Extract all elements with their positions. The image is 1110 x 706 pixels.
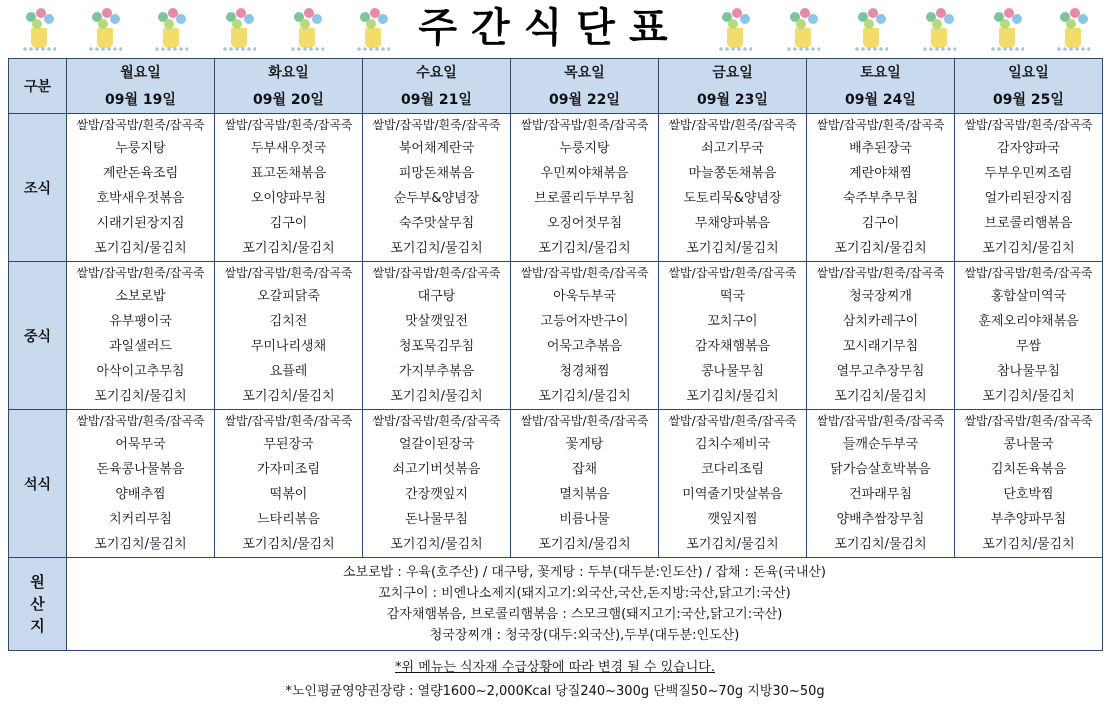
menu-item: 포기김치/물김치: [982, 537, 1075, 552]
day-name: 월요일: [120, 65, 161, 81]
menu-item: 오이양파무침: [250, 191, 327, 206]
menu-item: 포기김치/물김치: [834, 537, 927, 552]
menu-item: 삼치카레구이: [842, 314, 919, 329]
menu-item: 잡채: [571, 462, 598, 477]
day-name: 토요일: [860, 65, 901, 81]
menu-item: 브로콜리두부무침: [534, 191, 635, 206]
menu-item: 마늘쫑돈채볶음: [688, 166, 777, 181]
origin-label-char: 원: [30, 573, 45, 591]
menu-item: 쌀밥/잡곡밥/흰죽/잡곡죽: [372, 266, 501, 280]
menu-item: 표고돈채볶음: [250, 166, 327, 181]
nutrition-recommendation: *노인평균영양권장량 : 열량1600~2,000Kcal 당질240~300g 단백질50~70g 지방30~50g: [285, 684, 825, 699]
menu-item: 어묵고추볶음: [546, 339, 623, 354]
flower-pot-icon: [718, 6, 752, 50]
menu-item: 북어채계란국: [398, 141, 475, 156]
menu-item: 들깨순두부국: [842, 437, 919, 452]
menu-item: 쌀밥/잡곡밥/흰죽/잡곡죽: [816, 118, 945, 132]
menu-item: 감자채햄볶음: [694, 339, 771, 354]
menu-cell: [67, 114, 215, 262]
menu-item: 포기김치/물김치: [834, 241, 927, 256]
day-header: [659, 59, 807, 114]
flower-pot-icon: [854, 6, 888, 50]
menu-item: 포기김치/물김치: [390, 389, 483, 404]
menu-item: 쇠고기버섯볶음: [392, 462, 481, 477]
menu-item: 콩나물무침: [701, 364, 764, 379]
menu-item: 감자양파국: [997, 141, 1060, 156]
day-header: [215, 59, 363, 114]
menu-item: 청경채찜: [559, 364, 610, 379]
day-date: 09월 20일: [253, 92, 324, 108]
page-title: 주간식단표: [418, 5, 682, 51]
menu-item: 포기김치/물김치: [538, 389, 631, 404]
menu-cell: [215, 410, 363, 558]
menu-cell: [67, 262, 215, 410]
menu-item: 돈육콩나물볶음: [96, 462, 185, 477]
meal-row: [9, 114, 1103, 262]
menu-cell: [659, 410, 807, 558]
flower-pot-icon: [154, 6, 188, 50]
origin-line: 꼬치구이 : 비엔나소제지(돼지고기:외국산,국산,돈지방:국산,닭고기:국산): [378, 586, 791, 601]
menu-cell: [215, 114, 363, 262]
menu-item: 건파래무침: [849, 487, 912, 502]
menu-item: 과일샐러드: [109, 339, 172, 354]
menu-item: 쌀밥/잡곡밥/흰죽/잡곡죽: [964, 118, 1093, 132]
menu-item: 김구이: [269, 216, 308, 231]
menu-item: 포기김치/물김치: [94, 537, 187, 552]
day-date: 09월 21일: [401, 92, 472, 108]
menu-item: 김치돈육볶음: [990, 462, 1067, 477]
menu-item: 어묵무국: [115, 437, 166, 452]
menu-item: 포기김치/물김치: [538, 537, 631, 552]
menu-cell: [363, 114, 511, 262]
menu-item: 부추양파무침: [990, 512, 1067, 527]
menu-cell: [363, 410, 511, 558]
flower-pot-icon: [786, 6, 820, 50]
menu-item: 무된장국: [263, 437, 314, 452]
menu-item: 우민찌야채볶음: [540, 166, 629, 181]
menu-cell: [955, 262, 1103, 410]
origin-info: [67, 558, 1103, 651]
menu-item: 열무고추장무침: [836, 364, 925, 379]
day-date: 09월 25일: [993, 92, 1064, 108]
menu-item: 호박새우젓볶음: [96, 191, 185, 206]
menu-item: 포기김치/물김치: [834, 389, 927, 404]
menu-item: 대구탕: [417, 289, 456, 304]
menu-item: 포기김치/물김치: [538, 241, 631, 256]
origin-label: [9, 558, 67, 651]
menu-item: 포기김치/물김치: [390, 241, 483, 256]
header-row: [9, 59, 1103, 114]
menu-item: 간장깻잎지: [405, 487, 468, 502]
menu-item: 멸치볶음: [559, 487, 610, 502]
menu-item: 꼬치구이: [707, 314, 758, 329]
menu-item: 청국장찌개: [849, 289, 912, 304]
menu-cell: [807, 114, 955, 262]
flower-pot-icon: [990, 6, 1024, 50]
menu-item: 숙주맛살무침: [398, 216, 475, 231]
menu-item: 쌀밥/잡곡밥/흰죽/잡곡죽: [224, 118, 353, 132]
menu-item: 포기김치/물김치: [686, 241, 779, 256]
flower-pot-icon: [290, 6, 324, 50]
menu-item: 느타리볶음: [257, 512, 320, 527]
menu-item: 양배추쌈장무침: [836, 512, 925, 527]
menu-item: 소보로밥: [115, 289, 166, 304]
menu-item: 쌀밥/잡곡밥/흰죽/잡곡죽: [76, 118, 205, 132]
menu-item: 참나물무침: [997, 364, 1060, 379]
meal-rows: [9, 114, 1103, 558]
meal-row: [9, 262, 1103, 410]
menu-item: 쌀밥/잡곡밥/흰죽/잡곡죽: [668, 118, 797, 132]
menu-item: 쌀밥/잡곡밥/흰죽/잡곡죽: [76, 266, 205, 280]
menu-item: 시래기된장지짐: [96, 216, 185, 231]
menu-item: 얼갈이된장국: [398, 437, 475, 452]
menu-item: 맛살깻잎전: [405, 314, 468, 329]
menu-item: 순두부&양념장: [393, 191, 480, 206]
footer-notes: [0, 656, 1110, 704]
menu-cell: [955, 410, 1103, 558]
menu-item: 쌀밥/잡곡밥/흰죽/잡곡죽: [520, 414, 649, 428]
menu-item: 포기김치/물김치: [242, 389, 335, 404]
menu-item: 떡볶이: [269, 487, 308, 502]
menu-item: 포기김치/물김치: [242, 241, 335, 256]
menu-item: 도토리묵&양념장: [683, 191, 782, 206]
flower-pot-icon: [1056, 6, 1090, 50]
origin-label-char: 산: [30, 595, 45, 613]
menu-item: 홍합살미역국: [990, 289, 1067, 304]
menu-item: 쌀밥/잡곡밥/흰죽/잡곡죽: [816, 266, 945, 280]
menu-item: 쌀밥/잡곡밥/흰죽/잡곡죽: [964, 414, 1093, 428]
meal-label: 석식: [9, 410, 67, 558]
menu-item: 포기김치/물김치: [982, 241, 1075, 256]
menu-item: 피망돈채볶음: [398, 166, 475, 181]
menu-item: 포기김치/물김치: [94, 241, 187, 256]
menu-item: 비름나물: [559, 512, 610, 527]
menu-cell: [215, 262, 363, 410]
menu-item: 쌀밥/잡곡밥/흰죽/잡곡죽: [224, 266, 353, 280]
day-header: [807, 59, 955, 114]
menu-item: 브로콜리햄볶음: [984, 216, 1073, 231]
menu-item: 쌀밥/잡곡밥/흰죽/잡곡죽: [816, 414, 945, 428]
day-date: 09월 19일: [105, 92, 176, 108]
menu-cell: [363, 262, 511, 410]
menu-item: 콩나물국: [1003, 437, 1054, 452]
menu-item: 무미나리생채: [250, 339, 327, 354]
menu-item: 포기김치/물김치: [242, 537, 335, 552]
meal-label: 조식: [9, 114, 67, 262]
menu-item: 유부팽이국: [109, 314, 172, 329]
menu-item: 두부우민찌조림: [984, 166, 1073, 181]
menu-item: 닭가슴살호박볶음: [830, 462, 931, 477]
day-name: 수요일: [416, 65, 457, 81]
flower-pot-icon: [922, 6, 956, 50]
day-name: 목요일: [564, 65, 605, 81]
menu-item: 쌀밥/잡곡밥/흰죽/잡곡죽: [520, 118, 649, 132]
menu-cell: [511, 114, 659, 262]
day-date: 09월 24일: [845, 92, 916, 108]
menu-item: 김치수제비국: [694, 437, 771, 452]
menu-item: 쌀밥/잡곡밥/흰죽/잡곡죽: [668, 266, 797, 280]
day-header: [363, 59, 511, 114]
menu-item: 아욱두부국: [553, 289, 616, 304]
menu-item: 얼가리된장지짐: [984, 191, 1073, 206]
menu-item: 포기김치/물김치: [686, 389, 779, 404]
menu-item: 두부새우젓국: [250, 141, 327, 156]
day-date: 09월 23일: [697, 92, 768, 108]
menu-item: 포기김치/물김치: [94, 389, 187, 404]
menu-item: 양배추찜: [115, 487, 166, 502]
menu-item: 치커리무침: [109, 512, 172, 527]
menu-item: 누룽지탕: [559, 141, 610, 156]
menu-cell: [807, 410, 955, 558]
menu-item: 미역줄기맛살볶음: [682, 487, 783, 502]
menu-item: 아삭이고추무침: [96, 364, 185, 379]
menu-cell: [67, 410, 215, 558]
menu-item: 쌀밥/잡곡밥/흰죽/잡곡죽: [224, 414, 353, 428]
menu-item: 배추된장국: [849, 141, 912, 156]
menu-item: 요플레: [269, 364, 308, 379]
menu-item: 무채양파볶음: [694, 216, 771, 231]
menu-item: 포기김치/물김치: [982, 389, 1075, 404]
menu-item: 포기김치/물김치: [390, 537, 483, 552]
day-header: [511, 59, 659, 114]
menu-item: 쌀밥/잡곡밥/흰죽/잡곡죽: [520, 266, 649, 280]
menu-item: 숙주부추무침: [842, 191, 919, 206]
menu-cell: [659, 262, 807, 410]
menu-item: 오갈피닭죽: [257, 289, 320, 304]
day-name: 금요일: [712, 65, 753, 81]
origin-row: [9, 558, 1103, 651]
menu-item: 코다리조림: [701, 462, 764, 477]
menu-cell: [807, 262, 955, 410]
category-header: 구분: [9, 59, 67, 114]
menu-item: 꼬시래기무침: [842, 339, 919, 354]
origin-line: 청국장찌개 : 청국장(대두:외국산),두부(대두분:인도산): [429, 628, 740, 643]
menu-item: 쌀밥/잡곡밥/흰죽/잡곡죽: [372, 118, 501, 132]
day-header: [955, 59, 1103, 114]
weekly-menu-table: [8, 58, 1103, 651]
menu-item: 쌀밥/잡곡밥/흰죽/잡곡죽: [372, 414, 501, 428]
menu-item: 단호박찜: [1003, 487, 1054, 502]
origin-line: 감자채햄볶음, 브로콜리햄볶음 : 스모크햄(돼지고기:국산,닭고기:국산): [386, 607, 783, 622]
menu-item: 쇠고기무국: [701, 141, 764, 156]
origin-line: 소보로밥 : 우육(호주산) / 대구탕, 꽃게탕 : 두부(대두분:인도산) / 잡채 : 돈육(국내산): [342, 565, 827, 580]
menu-item: 쌀밥/잡곡밥/흰죽/잡곡죽: [964, 266, 1093, 280]
origin-label-char: 지: [30, 617, 45, 635]
menu-item: 포기김치/물김치: [686, 537, 779, 552]
meal-label: 중식: [9, 262, 67, 410]
meal-row: [9, 410, 1103, 558]
menu-item: 떡국: [719, 289, 746, 304]
page-header: [0, 0, 1110, 56]
menu-item: 누룽지탕: [115, 141, 166, 156]
menu-item: 훈제오리야채볶음: [978, 314, 1079, 329]
menu-cell: [659, 114, 807, 262]
menu-item: 김치전: [269, 314, 308, 329]
day-date: 09월 22일: [549, 92, 620, 108]
menu-item: 쌀밥/잡곡밥/흰죽/잡곡죽: [76, 414, 205, 428]
menu-item: 무쌈: [1015, 339, 1042, 354]
menu-item: 깻잎지찜: [707, 512, 758, 527]
menu-item: 계란야채찜: [849, 166, 912, 181]
flower-pot-icon: [88, 6, 122, 50]
menu-item: 가지부추볶음: [398, 364, 475, 379]
menu-item: 오징어젓무침: [546, 216, 623, 231]
menu-item: 고등어자반구이: [540, 314, 629, 329]
menu-cell: [511, 410, 659, 558]
menu-item: 돈나물무침: [405, 512, 468, 527]
menu-cell: [955, 114, 1103, 262]
flower-pot-icon: [22, 6, 56, 50]
menu-item: 계란돈육조림: [102, 166, 179, 181]
menu-item: 김구이: [861, 216, 900, 231]
day-header: [67, 59, 215, 114]
menu-item: 쌀밥/잡곡밥/흰죽/잡곡죽: [668, 414, 797, 428]
menu-item: 가자미조림: [257, 462, 320, 477]
flower-pot-icon: [222, 6, 256, 50]
day-name: 일요일: [1008, 65, 1049, 81]
day-name: 화요일: [268, 65, 309, 81]
menu-item: 꽃게탕: [565, 437, 604, 452]
menu-item: 청포묵김무침: [398, 339, 475, 354]
menu-change-notice: *위 메뉴는 식자재 수급상황에 따라 변경 될 수 있습니다.: [395, 660, 715, 675]
menu-cell: [511, 262, 659, 410]
